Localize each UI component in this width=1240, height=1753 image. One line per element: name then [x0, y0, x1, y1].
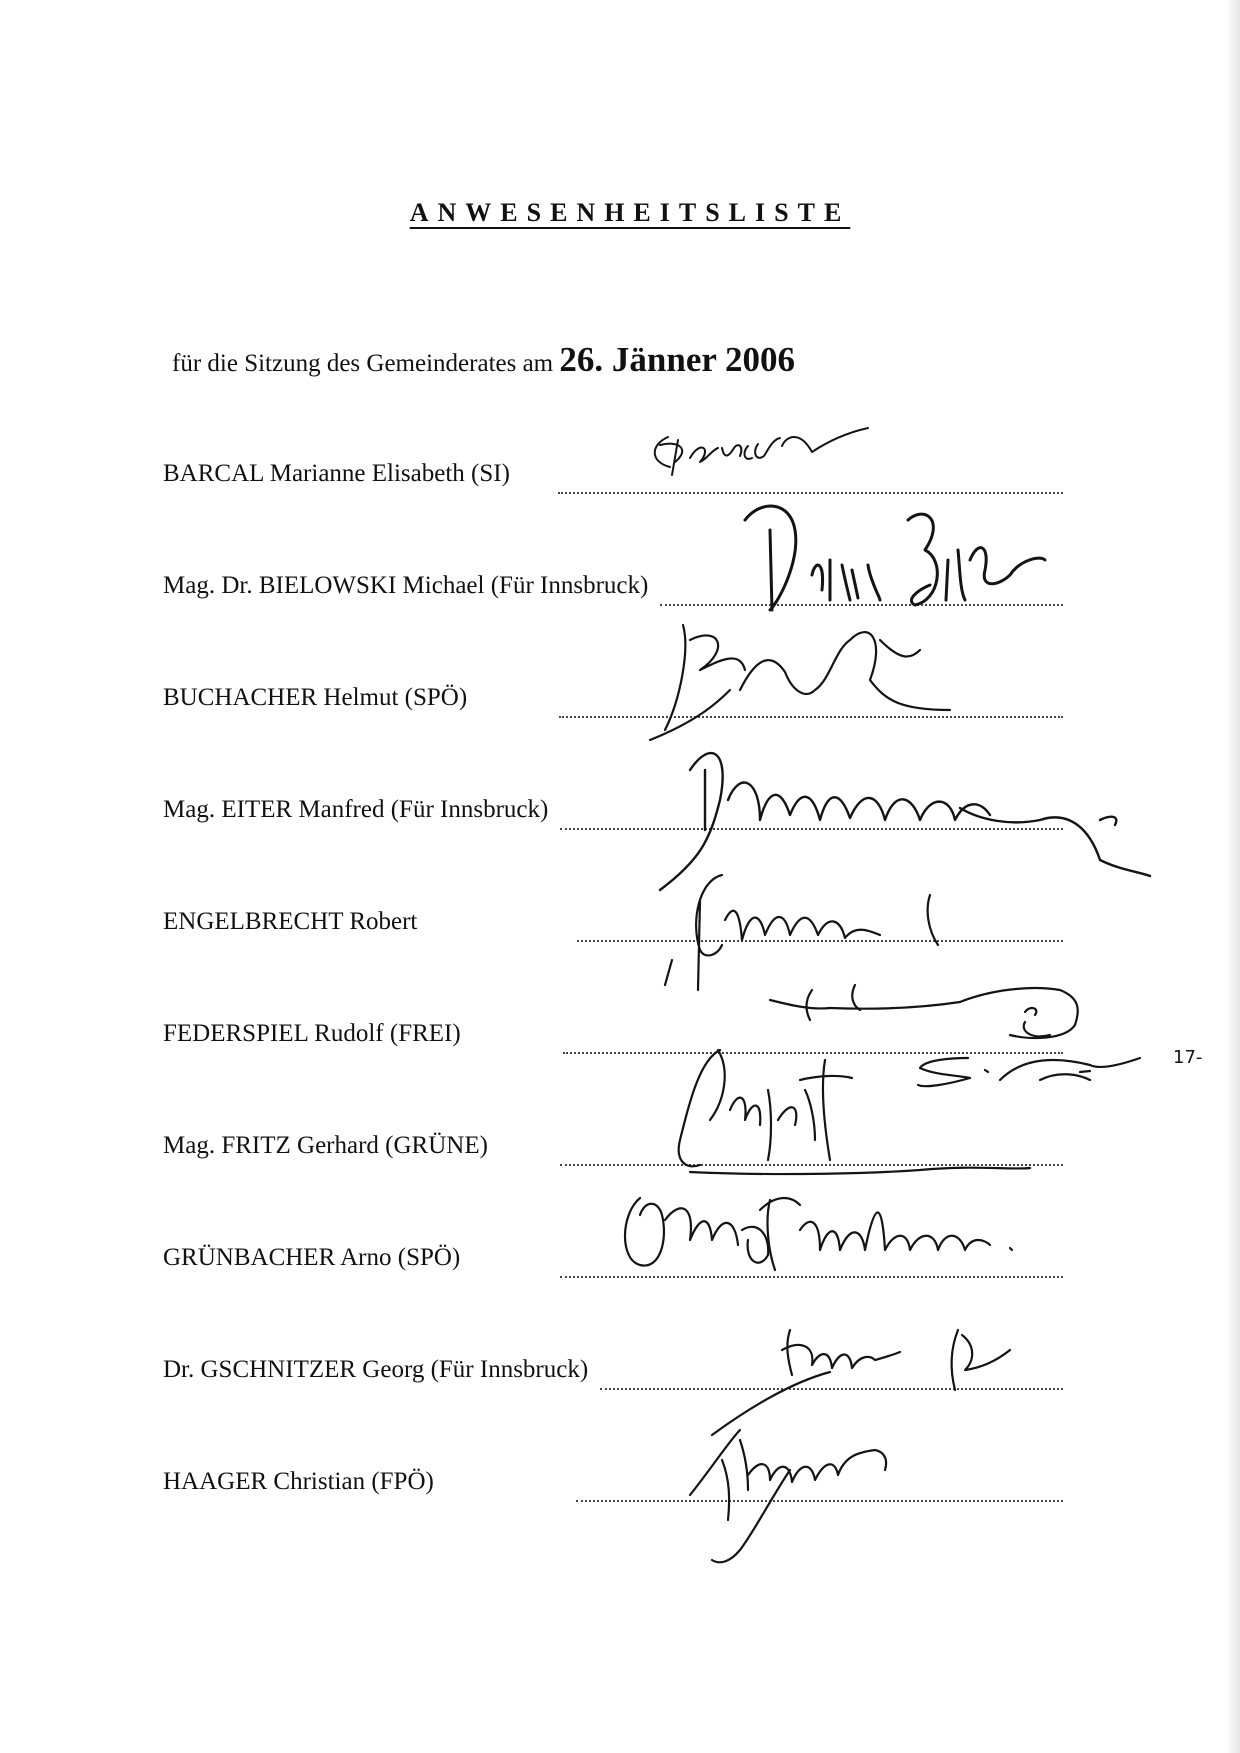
scan-edge-shadow	[1226, 0, 1240, 1753]
member-name: BARCAL Marianne Elisabeth (SI)	[163, 460, 510, 487]
subtitle-text: für die Sitzung des Gemeinderates am	[172, 350, 554, 377]
attendance-row	[163, 796, 1063, 836]
signature-line	[560, 824, 1063, 830]
attendance-row	[163, 908, 1063, 948]
signature-line	[559, 712, 1063, 718]
attendance-row	[163, 460, 1063, 500]
attendance-row	[163, 1468, 1063, 1508]
signature-note: 17-	[1173, 1047, 1203, 1068]
meeting-date: 26. Jänner 2006	[559, 340, 796, 379]
signature-line	[576, 1496, 1063, 1502]
signature-line	[560, 1160, 1063, 1166]
attendance-row	[163, 572, 1063, 612]
signature-line	[558, 488, 1063, 494]
member-name: BUCHACHER Helmut (SPÖ)	[163, 684, 468, 711]
member-name: GRÜNBACHER Arno (SPÖ)	[163, 1244, 461, 1271]
document-title: ANWESENHEITSLISTE	[409, 198, 851, 227]
member-name: ENGELBRECHT Robert	[163, 908, 418, 935]
member-name: Mag. Dr. BIELOWSKI Michael (Für Innsbruck)	[163, 572, 649, 599]
signature-line	[577, 936, 1063, 942]
signature-line	[600, 1384, 1063, 1390]
attendance-row	[163, 684, 1063, 724]
member-name: Mag. FRITZ Gerhard (GRÜNE)	[163, 1132, 488, 1159]
signature-line	[560, 1272, 1063, 1278]
member-name: FEDERSPIEL Rudolf (FREI)	[163, 1020, 461, 1047]
member-name: HAAGER Christian (FPÖ)	[163, 1468, 434, 1495]
attendance-row	[163, 1244, 1063, 1284]
attendance-row	[163, 1020, 1063, 1060]
member-name: Dr. GSCHNITZER Georg (Für Innsbruck)	[163, 1356, 589, 1383]
attendance-row	[163, 1356, 1063, 1396]
signature-line	[563, 1048, 1063, 1054]
signature-line	[660, 600, 1063, 606]
member-name: Mag. EITER Manfred (Für Innsbruck)	[163, 796, 549, 823]
document-subtitle	[172, 340, 795, 380]
attendance-row	[163, 1132, 1063, 1172]
